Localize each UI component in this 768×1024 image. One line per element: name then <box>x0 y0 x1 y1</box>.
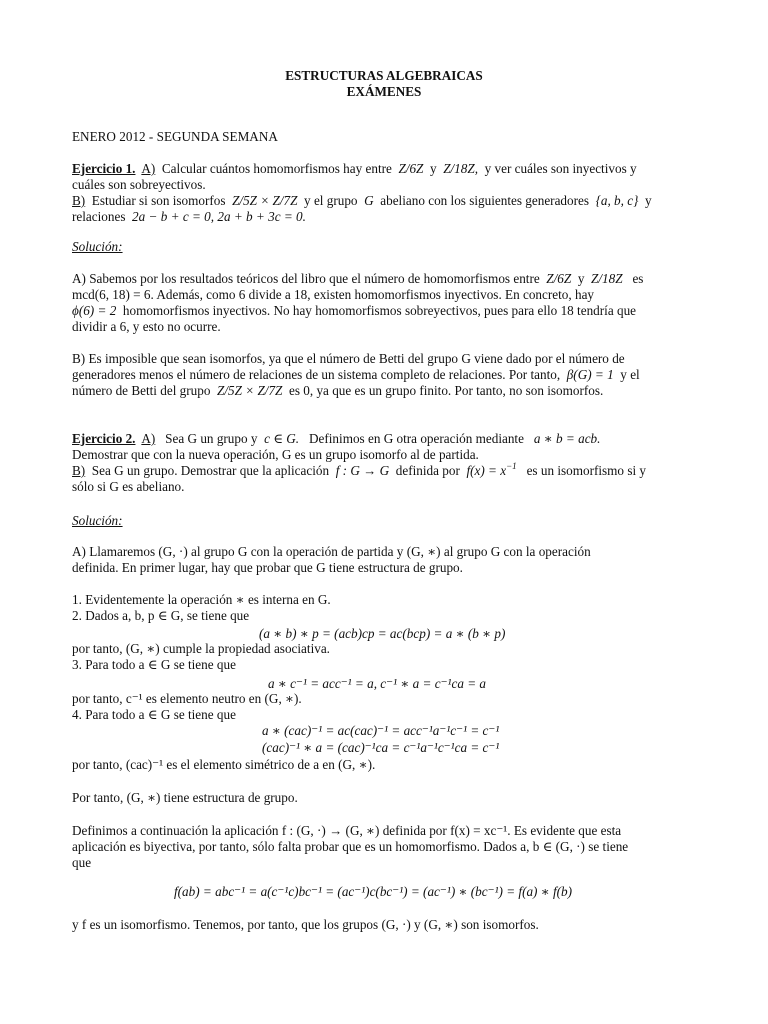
solution-1b-line-2 <box>72 367 640 383</box>
generators-set: {a, b, c} <box>595 193 639 208</box>
exercise-2-b-text: Sea G un grupo. Demostrar que la aplicación <box>91 463 330 478</box>
exercise-1-line-2: cuáles son sobreyectivos. <box>72 177 206 192</box>
exercise-2-line-2: Demostrar que con la nueva operación, G es un grupo isomorfo al de partida. <box>72 447 479 462</box>
relations-label: relaciones <box>72 209 126 224</box>
step-2: 2. Dados a, b, p ∈ G, se tiene que <box>72 608 250 623</box>
betti-number: β(G) = 1 <box>566 367 614 382</box>
inverse-equation-1: a ∗ (cac)⁻¹ = ac(cac)⁻¹ = acc⁻¹a⁻¹c⁻¹ = c⁻¹ <box>262 723 500 738</box>
group-z6: Z/6Z <box>398 161 424 176</box>
step-4-conclusion: por tanto, (cac)⁻¹ es el elemento simétrico de a en (G, ∗). <box>72 757 376 772</box>
exercise-1-line-4 <box>72 209 306 225</box>
group-conclusion: Por tanto, (G, ∗) tiene estructura de grupo. <box>72 790 298 805</box>
exercise-2-label: Ejercicio 2. <box>72 431 136 446</box>
exercise-1-b-text: Estudiar si son isomorfos <box>91 193 226 208</box>
definition-line-3: que <box>72 855 92 870</box>
exercise-2-line-4: sólo si G es abeliano. <box>72 479 185 494</box>
verb: es <box>632 271 644 286</box>
step-4: 4. Para todo a ∈ G se tiene que <box>72 707 236 722</box>
document-subtitle: EXÁMENES <box>346 84 422 99</box>
step-2-conclusion: por tanto, (G, ∗) cumple la propiedad asociativa. <box>72 641 330 656</box>
group-z18: Z/18Z, <box>443 161 479 176</box>
element-c: c ∈ G. <box>264 431 300 446</box>
solution-1a-text: A) Sabemos por los resultados teóricos del libro que el número de homomorfismos entre <box>72 271 540 286</box>
exercise-2-line-1 <box>72 431 600 447</box>
exercise-2-b-mid: definida por <box>395 463 460 478</box>
solution-1a-line-3 <box>72 303 636 319</box>
document-title: ESTRUCTURAS ALGEBRAICAS <box>285 68 483 83</box>
exercise-1-line-3 <box>72 193 652 209</box>
solution-1b-line-3 <box>72 383 603 399</box>
solution-1a-text-2: homomorfismos inyectivos. No hay homomorfismos sobreyectivos, pues para ello 18 tendría que <box>122 303 637 318</box>
group-z6: Z/6Z <box>546 271 572 286</box>
group-g: G <box>364 193 374 208</box>
solution-1b-end-2: es 0, ya que es un grupo finito. Por tanto, no son isomorfos. <box>288 383 604 398</box>
exercise-1-line-1 <box>72 161 637 177</box>
conjunction: y <box>577 271 585 286</box>
identity-equation: a ∗ c⁻¹ = acc⁻¹ = a, c⁻¹ ∗ a = c⁻¹ca = a <box>268 676 487 691</box>
part-b-label: B) <box>72 193 86 208</box>
section-heading: ENERO 2012 - SEGUNDA SEMANA <box>72 129 278 144</box>
solution-2-line-2: definida. En primer lugar, hay que probar que G tiene estructura de grupo. <box>72 560 463 575</box>
step-3: 3. Para todo a ∈ G se tiene que <box>72 657 236 672</box>
conjunction: y <box>430 161 437 176</box>
solution-1-label: Solución: <box>72 239 123 254</box>
definition-line-1: Definimos a continuación la aplicación f : (G, ·) → (G, ∗) definida por f(x) = xc⁻¹. Es evidente que esta <box>72 823 622 838</box>
exercise-2-line-3: B) Sea G un grupo. Demostrar que la aplicación f : G → G definida por $f(x) = x^{-1}$ es un isomorfismo si y <box>72 461 646 478</box>
solution-1b-end: y el <box>620 367 640 382</box>
exercise-1-a-end: y ver cuáles son inyectivos y <box>484 161 637 176</box>
associativity-equation: (a ∗ b) ∗ p = (acb)cp = ac(bcp) = a ∗ (b ∗ p) <box>259 626 506 641</box>
map-f: f : G → G <box>335 463 390 478</box>
map-definition: f(x) = x <box>466 463 507 478</box>
group-z18: Z/18Z <box>591 271 623 286</box>
solution-1b-text-2: número de Betti del grupo <box>72 383 211 398</box>
operation-definition: a ∗ b = acb. <box>533 431 601 446</box>
product-group: Z/5Z × Z/7Z <box>232 193 298 208</box>
step-3-conclusion: por tanto, c⁻¹ es elemento neutro en (G, ∗). <box>72 691 302 706</box>
step-1: 1. Evidentemente la operación ∗ es interna en G. <box>72 592 331 607</box>
relations: 2a − b + c = 0, 2a + b + 3c = 0. <box>132 209 306 224</box>
final-conclusion: y f es un isomorfismo. Tenemos, por tanto, que los grupos (G, ·) y (G, ∗) son isomorfos. <box>72 917 539 932</box>
conjunction: y <box>644 193 652 208</box>
part-b-label: B) <box>72 463 86 478</box>
inverse-equation-2: (cac)⁻¹ ∗ a = (cac)⁻¹ca = c⁻¹a⁻¹c⁻¹ca = c⁻¹ <box>262 740 500 755</box>
solution-1b-line-1: B) Es imposible que sean isomorfos, ya que el número de Betti del grupo G viene dado por el número de <box>72 351 625 366</box>
exercise-1-a-text: Calcular cuántos homomorfismos hay entre <box>161 161 392 176</box>
definition-line-2: aplicación es biyectiva, por tanto, sólo falta probar que es un homomorfismo. Dados a, b ∈ (G, ·) se tiene <box>72 839 629 854</box>
exercise-2-a-mid: Definimos en G otra operación mediante <box>309 431 524 446</box>
solution-1a-line-1 <box>72 271 643 287</box>
exercise-2-b-end: es un isomorfismo si y <box>526 463 646 478</box>
solution-1a-line-4: dividir a 6, y esto no ocurre. <box>72 319 221 334</box>
exercise-1-b-mid: y el grupo <box>304 193 358 208</box>
euler-phi: ϕ(6) = 2 <box>72 303 117 318</box>
homomorphism-equation: f(ab) = abc⁻¹ = a(c⁻¹c)bc⁻¹ = (ac⁻¹)c(bc⁻¹) = (ac⁻¹) ∗ (bc⁻¹) = f(a) ∗ f(b) <box>174 884 573 899</box>
solution-1b-text: generadores menos el número de relaciones de un sistema completo de relaciones. Por tanto, <box>72 367 561 382</box>
solution-1a-line-2: mcd(6, 18) = 6. Además, como 6 divide a 18, existen homomorfismos inyectivos. En concreto, hay <box>72 287 595 302</box>
exercise-2-a-text: Sea G un grupo y <box>165 431 258 446</box>
exercise-1-label: Ejercicio 1. <box>72 161 136 176</box>
exercise-1-b-end: abeliano con los siguientes generadores <box>380 193 589 208</box>
part-a-label: A) <box>141 161 156 176</box>
part-a-label: A) <box>141 431 156 446</box>
solution-2-label: Solución: <box>72 513 123 528</box>
solution-2-line-1: A) Llamaremos (G, ·) al grupo G con la operación de partida y (G, ∗) al grupo G con la operación <box>72 544 591 559</box>
product-group: Z/5Z × Z/7Z <box>217 383 283 398</box>
